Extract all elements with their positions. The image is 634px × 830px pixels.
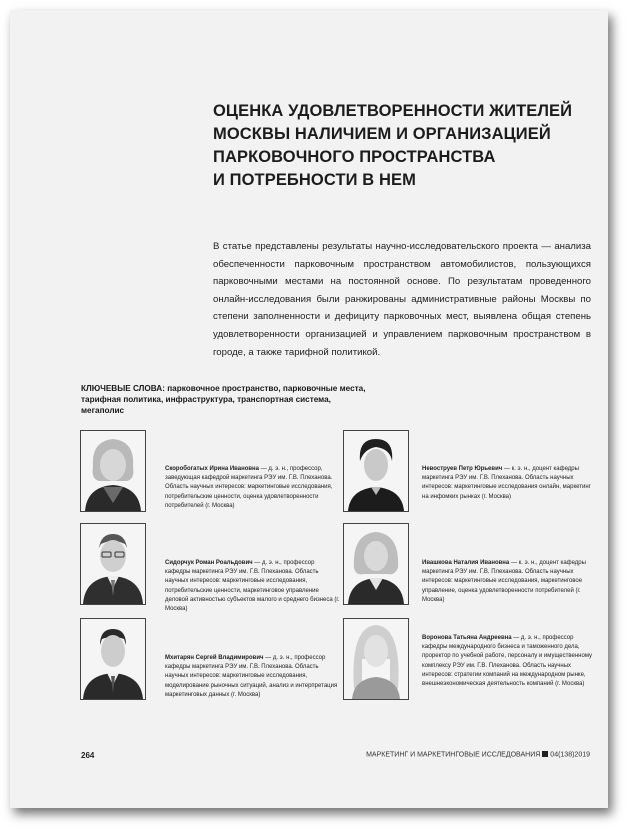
author-photo-skorobogatykh xyxy=(80,430,146,512)
author-photo-nevostruev xyxy=(343,430,409,512)
author-bio xyxy=(165,654,340,700)
author-photo-sidorchuk xyxy=(80,523,146,605)
author-details: — д. э. н., профессор кафедры маркетинга РЭУ им. Г.В. Плеханова. Область научных интересов: маркетинговые исследования, моделирование рыночных ситуаций, анализ и интерпретация маркетинговых данных (г. Москва) xyxy=(165,655,338,698)
author-bio xyxy=(422,634,594,689)
author-name: Скоробогатых Ирина Ивановна xyxy=(165,466,260,472)
title-line: ОЦЕНКА УДОВЛЕТВОРЕННОСТИ ЖИТЕЛЕЙ xyxy=(213,102,573,120)
author-photo-ivashkova xyxy=(343,523,409,605)
author-details: — д. э. н., профессор кафедры международного бизнеса и таможенного дела, проректор по учебной работе, персоналу и имущественному комплексу РЭУ им. Г.В. Плеханова. Область научных интересов: стратегии компаний на международном рынке, внешнеэкономическая деятельность компаний (г. Москва) xyxy=(422,635,593,688)
author-bio xyxy=(165,559,340,614)
author-details: — д. э. н., профессор, заведующая кафедрой маркетинга РЭУ им. Г.В. Плеханова. Область научных интересов: маркетинговые исследования, потребительские ценности, оценка удовлетворенности потребителей (г. Москва) xyxy=(165,466,333,509)
square-separator-icon xyxy=(542,751,548,757)
title-line: МОСКВЫ НАЛИЧИЕМ И ОРГАНИЗАЦИЕЙ xyxy=(213,125,551,143)
article-title xyxy=(213,100,593,192)
author-name: Мхитарян Сергей Владимирович xyxy=(165,655,264,661)
keywords-label: КЛЮЧЕВЫЕ СЛОВА: xyxy=(81,384,165,393)
journal-issue: 04(138)2019 xyxy=(550,751,590,759)
author-photo-voronova xyxy=(343,618,409,700)
author-name: Ивашкова Наталия Ивановна xyxy=(422,560,510,566)
keywords xyxy=(81,383,366,416)
author-details: — к. э. н., доцент кафедры маркетинга РЭУ им. Г.В. Плеханова. Область научных интересов: маркетинговые исследования, маркетинговое управление, оценка удовлетворенности потребителей (г. Москва) xyxy=(422,560,586,603)
author-name: Сидорчук Роман Роальдович xyxy=(165,560,253,566)
author-bio xyxy=(422,559,594,605)
page-number: 264 xyxy=(81,751,95,760)
journal-page xyxy=(10,10,608,808)
author-bio xyxy=(165,465,340,511)
article-abstract: В статье представлены результаты научно-исследовательского проекта — анализа обеспеченности парковочным пространством автомобилистов, пользующихся парковочными местами на постоянной основе. По результатам проведенного онлайн-исследования были ранжированы административные районы Москвы по степени заполненности и дефициту парковочных мест, выявлена общая степень удовлетворенности организацией и управлением парковочным пространством в городе, а также тарифной политикой. xyxy=(213,241,591,358)
author-name: Воронова Татьяна Андреевна xyxy=(422,635,512,641)
author-bio xyxy=(422,465,594,502)
running-footer xyxy=(366,751,590,759)
journal-name: МАРКЕТИНГ И МАРКЕТИНГОВЫЕ ИССЛЕДОВАНИЯ xyxy=(366,751,541,759)
author-details: — к. э. н., доцент кафедры маркетинга РЭУ им. Г.В. Плеханова. Область научных интересов: маркетинговые исследования онлайн, маркетинг на инфомких рынках (г. Москва) xyxy=(422,466,591,500)
title-line: ПАРКОВОЧНОГО ПРОСТРАНСТВА xyxy=(213,148,496,166)
author-details: — д. э. н., профессор кафедры маркетинга РЭУ им. Г.В. Плеханова. Область научных интересов: маркетинговые исследования, потребительские ценности, маркетинговое управление деловой активностью субъектов малого и среднего бизнеса (г. Москва) xyxy=(165,560,340,613)
keywords-list: парковочное пространство, парковочные места, тарифная политика, инфраструктура, транспортная система, мегаполис xyxy=(81,384,366,415)
author-name: Невоструев Петр Юрьевич xyxy=(422,466,503,472)
title-line: И ПОТРЕБНОСТИ В НЕМ xyxy=(213,171,416,189)
author-photo-mkhitaryan xyxy=(80,618,146,700)
